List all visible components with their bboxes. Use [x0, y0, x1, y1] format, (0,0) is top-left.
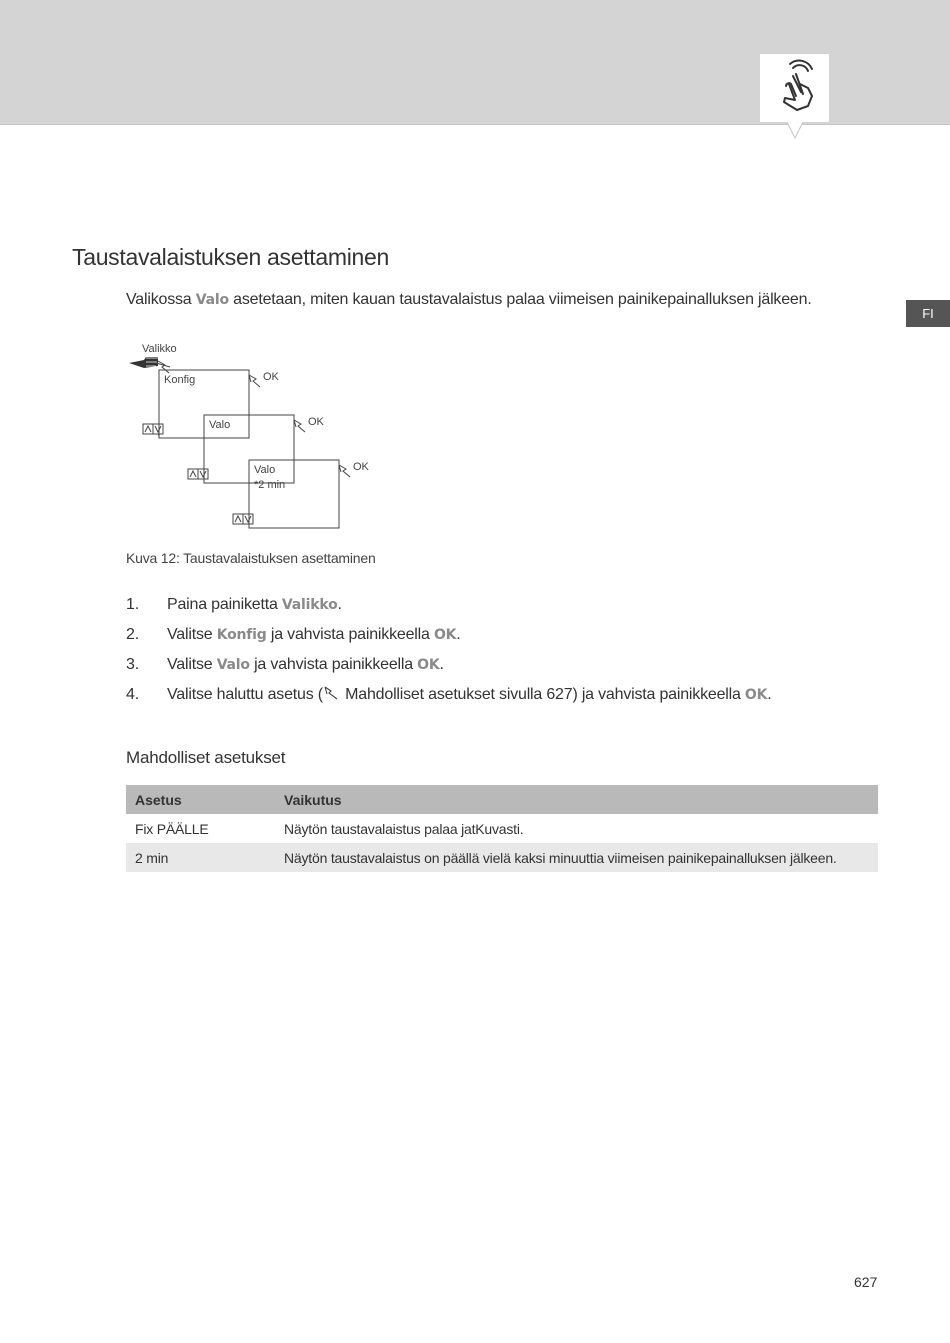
touch-gesture-icon	[760, 54, 829, 122]
step-item	[126, 593, 772, 623]
step-number: 4.	[126, 686, 139, 703]
diagram-box-3-value: *2 min	[254, 479, 286, 491]
cross-reference-icon	[323, 685, 341, 701]
steps-list	[126, 593, 772, 713]
arrow-keys-icon	[143, 424, 253, 524]
tab-pointer	[786, 122, 804, 140]
step-ok-key: OK	[417, 657, 440, 673]
figure-caption: Kuva 12: Taustavalaistuksen asettaminen	[126, 550, 376, 566]
intro-menu-name: Valo	[195, 292, 229, 308]
table-header-row	[126, 785, 878, 814]
intro-paragraph	[126, 291, 812, 309]
step-text: .	[767, 686, 772, 703]
table-cell-setting: 2 min	[126, 843, 275, 872]
step-text: .	[337, 596, 342, 613]
step-number: 2.	[126, 626, 139, 643]
step-menu-name: Valo	[216, 657, 250, 673]
hand-pointer-icon	[129, 357, 158, 368]
diagram-ok-label-3: OK	[353, 461, 369, 473]
diagram-box-2-label: Valo	[209, 419, 231, 431]
intro-text-after: asetetaan, miten kauan taustavalaistus palaa viimeisen painikepainalluksen jälkeen.	[228, 291, 812, 308]
step-text: Valitse	[167, 626, 217, 643]
step-text: .	[439, 656, 444, 673]
step-text: ja vahvista painikkeella	[249, 656, 418, 673]
page-number: 627	[854, 1274, 878, 1290]
diagram-ok-label-1: OK	[263, 371, 279, 383]
table-header-setting: Asetus	[126, 785, 275, 814]
step-menu-name: Valikko	[281, 597, 338, 613]
section-heading: Mahdolliset asetukset	[126, 748, 286, 767]
step-item	[126, 683, 772, 713]
step-text: .	[456, 626, 461, 643]
step-text: Valitse haluttu asetus (	[167, 686, 323, 703]
page-title: Taustavalaistuksen asettaminen	[72, 244, 390, 270]
step-text: Paina painiketta	[167, 596, 282, 613]
step-item	[126, 623, 772, 653]
diagram-ok-label-2: OK	[308, 416, 324, 428]
step-menu-name: Konfig	[216, 627, 267, 643]
diagram-box-3-label: Valo	[254, 464, 276, 476]
touch-tab	[760, 54, 829, 122]
step-number: 1.	[126, 596, 139, 613]
menu-diagram	[120, 335, 380, 535]
table-cell-setting: Fix PÄÄLLE	[135, 820, 209, 837]
diagram-box-1-label: Konfig	[164, 374, 196, 386]
cross-reference-link[interactable]: Mahdolliset asetukset sivulla 627) ja vahvista painikkeella	[345, 686, 745, 703]
step-text: ja vahvista painikkeella	[266, 626, 434, 643]
step-text: Valitse	[167, 656, 217, 673]
language-badge: FI	[906, 300, 950, 327]
step-number: 3.	[126, 656, 139, 673]
table-cell-effect: Näytön taustavalaistus palaa jatKuvasti.	[284, 820, 524, 837]
table-row	[126, 814, 878, 843]
step-item	[126, 653, 772, 683]
table-cell-effect: Näytön taustavalaistus on päällä vielä kaksi minuuttia viimeisen painikepainalluksen jälkeen.	[275, 843, 878, 872]
table-row	[126, 843, 878, 872]
settings-table	[126, 785, 878, 872]
step-ok-key: OK	[744, 687, 768, 703]
diagram-start-label: Valikko	[142, 343, 177, 355]
table-header-effect: Vaikutus	[275, 785, 878, 814]
step-ok-key: OK	[433, 627, 457, 643]
intro-text-before: Valikossa	[126, 291, 196, 308]
